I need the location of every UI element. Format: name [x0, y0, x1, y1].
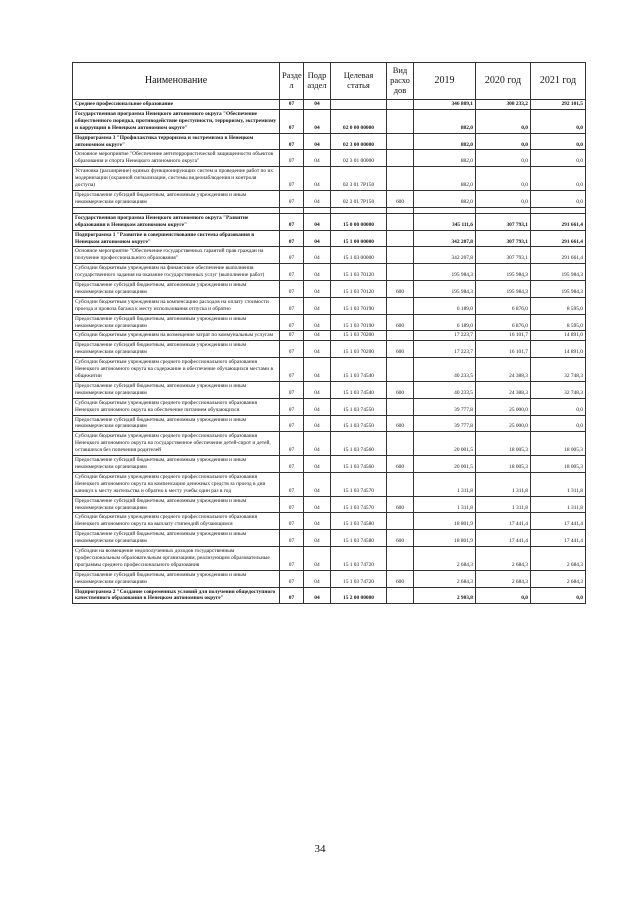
row-expense-type: [387, 472, 414, 496]
table-row: [73, 109, 586, 133]
row-subsection: 04: [304, 297, 331, 314]
row-expense-type: 600: [387, 314, 414, 331]
row-section: 07: [280, 472, 304, 496]
row-subsection: 04: [304, 133, 331, 150]
table-row: [73, 167, 586, 191]
row-name: Государственная программа Ненецкого автономного округа "Обеспечение общественного порядка, противодействие преступности, терроризму, экстремизму и коррупции в Ненецком автономном округе": [73, 109, 280, 133]
row-subsection: 04: [304, 472, 331, 496]
row-value-2021: 2 684,3: [531, 547, 586, 571]
row-name: Предоставление субсидий бюджетным, автономным учреждениям и иным некоммерческим организациям: [73, 496, 280, 513]
row-expense-type: 600: [387, 530, 414, 547]
row-target-code: 15 1 03 74720: [331, 570, 387, 587]
row-value-2019: 2 684,3: [414, 570, 476, 587]
row-value-2020: 307 793,1: [476, 247, 531, 264]
row-expense-type: [387, 587, 414, 604]
row-subsection: 04: [304, 432, 331, 456]
row-value-2021: 0,0: [531, 167, 586, 191]
row-subsection: 04: [304, 547, 331, 571]
row-name: Основное мероприятие "Обеспечение государственных гарантий прав граждан на получение профессионального образования": [73, 247, 280, 264]
row-target-code: 15 1 03 74570: [331, 496, 387, 513]
row-expense-type: 600: [387, 381, 414, 398]
row-subsection: 04: [304, 150, 331, 167]
row-section: 07: [280, 150, 304, 167]
row-value-2021: 195 984,3: [531, 281, 586, 298]
table-header: [73, 63, 586, 100]
row-value-2019: 195 984,3: [414, 281, 476, 298]
row-subsection: 04: [304, 331, 331, 341]
row-target-code: [331, 100, 387, 110]
table-row: [73, 456, 586, 473]
table-row: [73, 341, 586, 358]
row-name: Установка (расширение) единых функционирующих систем и проведение работ по их модернизации (охранной сигнализации, системы видеонаблюдения и контроля доступа): [73, 167, 280, 191]
row-name: Предоставление субсидий бюджетным, автономным учреждениям и иным некоммерческим организациям: [73, 341, 280, 358]
table-row: [73, 381, 586, 398]
row-target-code: 15 1 03 74550: [331, 398, 387, 415]
row-section: 07: [280, 432, 304, 456]
row-name: Предоставление субсидий бюджетным, автономным учреждениям и иным некоммерческим организациям: [73, 530, 280, 547]
row-expense-type: 600: [387, 496, 414, 513]
row-value-2019: 18 801,9: [414, 530, 476, 547]
table-row: [73, 190, 586, 207]
row-value-2020: 0,0: [476, 150, 531, 167]
row-target-code: 15 1 03 74720: [331, 547, 387, 571]
row-value-2019: 882,0: [414, 133, 476, 150]
row-value-2021: 17 441,4: [531, 513, 586, 530]
header-2019: 2019: [414, 63, 476, 100]
row-name: Предоставление субсидий бюджетным, автономным учреждениям и иным некоммерческим организациям: [73, 314, 280, 331]
row-target-code: 15 0 00 00000: [331, 213, 387, 230]
row-value-2020: 24 388,3: [476, 381, 531, 398]
row-name: Субсидии бюджетным учреждениям на возмещение затрат по коммунальным услугам: [73, 331, 280, 341]
row-target-code: 15 1 03 74570: [331, 472, 387, 496]
row-value-2021: 2 684,3: [531, 570, 586, 587]
row-value-2019: 39 777,8: [414, 415, 476, 432]
row-value-2021: 1 311,8: [531, 496, 586, 513]
row-section: 07: [280, 587, 304, 604]
row-subsection: 04: [304, 213, 331, 230]
row-value-2019: 882,0: [414, 109, 476, 133]
table-row: [73, 587, 586, 604]
row-value-2021: 32 748,3: [531, 381, 586, 398]
header-subsection: Подр аздел: [304, 63, 331, 100]
row-target-code: 15 1 03 74540: [331, 381, 387, 398]
row-target-code: 15 2 00 00000: [331, 587, 387, 604]
table-row: [73, 150, 586, 167]
table-row: [73, 547, 586, 571]
row-name: Субсидии бюджетным учреждениям среднего профессионального образования Ненецкого автономного округа на государственное обеспечение детей-сирот и детей, оставшихся без попечения родителей: [73, 432, 280, 456]
row-subsection: 04: [304, 381, 331, 398]
row-section: 07: [280, 167, 304, 191]
row-section: 07: [280, 100, 304, 110]
row-value-2019: 342 207,8: [414, 247, 476, 264]
row-expense-type: [387, 109, 414, 133]
row-value-2020: 6 876,0: [476, 314, 531, 331]
row-target-code: 02 3 01 7Р150: [331, 190, 387, 207]
row-name: Основное мероприятие "Обеспечение антитеррористической защищенности объектов образования и спорта Ненецкого автономного округа": [73, 150, 280, 167]
row-value-2021: 291 661,4: [531, 213, 586, 230]
row-value-2021: 195 984,3: [531, 264, 586, 281]
row-section: 07: [280, 331, 304, 341]
row-value-2021: 0,0: [531, 587, 586, 604]
row-subsection: 04: [304, 230, 331, 247]
row-expense-type: [387, 398, 414, 415]
row-value-2020: 16 101,7: [476, 341, 531, 358]
row-name: Субсидии бюджетным учреждениям среднего профессионального образования Ненецкого автономного округа на компенсацию денежных средств за проезд в дни каникул к месту жительства и обратно к месту учебы один раз в год: [73, 472, 280, 496]
row-value-2020: 2 684,3: [476, 547, 531, 571]
row-name: Государственная программа Ненецкого автономного округа "Развитие образования в Ненецком автономном округе": [73, 213, 280, 230]
row-section: 07: [280, 358, 304, 382]
row-value-2019: 40 233,5: [414, 381, 476, 398]
row-section: 07: [280, 398, 304, 415]
row-subsection: 04: [304, 456, 331, 473]
row-expense-type: [387, 297, 414, 314]
row-value-2021: 291 661,4: [531, 230, 586, 247]
table-row: [73, 415, 586, 432]
row-expense-type: [387, 358, 414, 382]
row-value-2021: 18 005,3: [531, 456, 586, 473]
table-row: [73, 530, 586, 547]
row-subsection: 04: [304, 415, 331, 432]
row-target-code: 02 3 01 00000: [331, 150, 387, 167]
row-value-2020: 0,0: [476, 190, 531, 207]
row-subsection: 04: [304, 167, 331, 191]
row-value-2020: 25 000,0: [476, 398, 531, 415]
row-value-2021: 8 595,0: [531, 297, 586, 314]
row-value-2021: 17 441,4: [531, 530, 586, 547]
row-section: 07: [280, 381, 304, 398]
page-number: 34: [314, 843, 326, 855]
row-subsection: 04: [304, 190, 331, 207]
row-value-2019: 882,0: [414, 190, 476, 207]
row-expense-type: 600: [387, 190, 414, 207]
row-name: Субсидии бюджетным учреждениям на финансовое обеспечение выполнения государственного задания на оказание государственных услуг (выполнение работ): [73, 264, 280, 281]
row-value-2019: 2 684,3: [414, 547, 476, 571]
table-row: [73, 496, 586, 513]
row-name: Предоставление субсидий бюджетным, автономным учреждениям и иным некоммерческим организациям: [73, 281, 280, 298]
row-name: Предоставление субсидий бюджетным, автономным учреждениям и иным некоммерческим организациям: [73, 570, 280, 587]
table-row: [73, 513, 586, 530]
row-subsection: 04: [304, 247, 331, 264]
row-value-2021: 8 595,0: [531, 314, 586, 331]
row-name: Подпрограмма 2 "Создание современных условий для получения общедоступного качественного образования в Ненецком автономном округе": [73, 587, 280, 604]
row-section: 07: [280, 513, 304, 530]
row-section: 07: [280, 570, 304, 587]
row-subsection: 04: [304, 314, 331, 331]
row-value-2019: 1 311,8: [414, 472, 476, 496]
row-value-2021: 0,0: [531, 133, 586, 150]
row-section: 07: [280, 109, 304, 133]
row-value-2020: 0,0: [476, 587, 531, 604]
table-row: [73, 314, 586, 331]
row-value-2021: 0,0: [531, 190, 586, 207]
row-expense-type: 600: [387, 570, 414, 587]
table-row: [73, 133, 586, 150]
row-expense-type: [387, 513, 414, 530]
row-value-2021: 292 101,5: [531, 100, 586, 110]
row-target-code: 15 1 03 74580: [331, 530, 387, 547]
table-row: [73, 100, 586, 110]
row-target-code: 15 1 03 00000: [331, 247, 387, 264]
row-value-2020: 25 000,0: [476, 415, 531, 432]
row-value-2020: 16 101,7: [476, 331, 531, 341]
row-expense-type: [387, 264, 414, 281]
row-expense-type: [387, 213, 414, 230]
row-section: 07: [280, 264, 304, 281]
row-target-code: 15 1 03 70200: [331, 341, 387, 358]
row-value-2020: 307 793,1: [476, 230, 531, 247]
row-name: Среднее профессиональное образование: [73, 100, 280, 110]
row-value-2019: 342 207,8: [414, 230, 476, 247]
row-name: Субсидии бюджетным учреждениям среднего профессионального образования Ненецкого автономного округа на обеспечение питанием обучающихся: [73, 398, 280, 415]
row-value-2020: 6 876,0: [476, 297, 531, 314]
row-expense-type: [387, 150, 414, 167]
header-section: Разде л: [280, 63, 304, 100]
row-expense-type: 600: [387, 341, 414, 358]
row-target-code: 15 1 03 74540: [331, 358, 387, 382]
table-row: [73, 247, 586, 264]
row-value-2020: 0,0: [476, 133, 531, 150]
row-value-2019: 18 801,9: [414, 513, 476, 530]
row-subsection: 04: [304, 496, 331, 513]
row-section: 07: [280, 281, 304, 298]
row-expense-type: [387, 100, 414, 110]
row-subsection: 04: [304, 281, 331, 298]
row-name: Субсидии бюджетным учреждениям среднего профессионального образования Ненецкого автономного округа на выплату стипендий обучающимся: [73, 513, 280, 530]
row-value-2019: 195 984,3: [414, 264, 476, 281]
row-section: 07: [280, 415, 304, 432]
row-value-2021: 0,0: [531, 150, 586, 167]
table-row: [73, 213, 586, 230]
row-expense-type: [387, 547, 414, 571]
row-value-2020: 2 684,3: [476, 570, 531, 587]
row-name: Субсидии бюджетным учреждениям на компенсацию расходов на оплату стоимости проезда и провоза багажа к месту использования отпуска и обратно: [73, 297, 280, 314]
row-name: Предоставление субсидий бюджетным, автономным учреждениям и иным некоммерческим организациям: [73, 415, 280, 432]
row-value-2019: 20 001,5: [414, 432, 476, 456]
row-value-2020: 17 441,4: [476, 530, 531, 547]
row-value-2021: 0,0: [531, 415, 586, 432]
row-value-2020: 0,0: [476, 167, 531, 191]
row-subsection: 04: [304, 341, 331, 358]
table-row: [73, 331, 586, 341]
row-section: 07: [280, 133, 304, 150]
row-value-2019: 17 223,7: [414, 331, 476, 341]
row-section: 07: [280, 496, 304, 513]
row-name: Подпрограмма 3 "Профилактика терроризма и экстремизма в Ненецком автономном округе": [73, 133, 280, 150]
row-value-2021: 0,0: [531, 398, 586, 415]
table-row: [73, 297, 586, 314]
row-name: Предоставление субсидий бюджетным, автономным учреждениям и иным некоммерческим организациям: [73, 381, 280, 398]
row-subsection: 04: [304, 570, 331, 587]
row-value-2019: 882,0: [414, 167, 476, 191]
row-value-2020: 18 005,3: [476, 432, 531, 456]
table-row: [73, 432, 586, 456]
row-section: 07: [280, 341, 304, 358]
table-row: [73, 230, 586, 247]
row-value-2021: 291 661,4: [531, 247, 586, 264]
row-name: Предоставление субсидий бюджетным, автономным учреждениям и иным некоммерческим организациям: [73, 456, 280, 473]
row-value-2020: 308 233,2: [476, 100, 531, 110]
row-target-code: 15 1 03 70200: [331, 331, 387, 341]
row-section: 07: [280, 213, 304, 230]
row-subsection: 04: [304, 587, 331, 604]
row-target-code: 15 1 03 70120: [331, 281, 387, 298]
row-value-2019: 20 001,5: [414, 456, 476, 473]
row-subsection: 04: [304, 398, 331, 415]
row-expense-type: 600: [387, 456, 414, 473]
row-expense-type: 600: [387, 281, 414, 298]
row-target-code: 02 3 01 7Р150: [331, 167, 387, 191]
table-row: [73, 264, 586, 281]
row-target-code: 02 3 00 00000: [331, 133, 387, 150]
row-expense-type: [387, 247, 414, 264]
row-target-code: 15 1 03 70120: [331, 264, 387, 281]
row-section: 07: [280, 297, 304, 314]
row-section: 07: [280, 547, 304, 571]
row-section: 07: [280, 456, 304, 473]
row-value-2020: 307 793,1: [476, 213, 531, 230]
row-value-2019: 39 777,8: [414, 398, 476, 415]
row-value-2021: 32 748,3: [531, 358, 586, 382]
row-section: 07: [280, 530, 304, 547]
row-name: Субсидии бюджетным учреждениям среднего профессионального образования Ненецкого автономного округа на содержание и обеспечение обучающихся местами в общежитии: [73, 358, 280, 382]
row-target-code: 15 1 03 70190: [331, 314, 387, 331]
row-subsection: 04: [304, 100, 331, 110]
row-value-2019: 2 903,8: [414, 587, 476, 604]
row-target-code: 15 1 03 74560: [331, 456, 387, 473]
table-row: [73, 281, 586, 298]
row-target-code: 15 1 00 00000: [331, 230, 387, 247]
row-value-2019: 6 189,0: [414, 297, 476, 314]
row-value-2020: 195 984,3: [476, 264, 531, 281]
row-value-2020: 195 984,3: [476, 281, 531, 298]
row-value-2020: 1 311,8: [476, 496, 531, 513]
row-value-2020: 0,0: [476, 109, 531, 133]
row-value-2019: 17 223,7: [414, 341, 476, 358]
row-target-code: 15 1 03 74560: [331, 432, 387, 456]
document-sheet: [72, 62, 585, 604]
row-value-2021: 1 311,8: [531, 472, 586, 496]
row-name: Подпрограмма 1 "Развитие и совершенствование системы образования в Ненецком автономном округе": [73, 230, 280, 247]
row-target-code: 15 1 03 70190: [331, 297, 387, 314]
row-subsection: 04: [304, 530, 331, 547]
header-target: Целевая статья: [331, 63, 387, 100]
table-row: [73, 472, 586, 496]
row-value-2019: 1 311,8: [414, 496, 476, 513]
row-expense-type: 600: [387, 415, 414, 432]
row-name: Предоставление субсидий бюджетным, автономным учреждениям и иным некоммерческим организациям: [73, 190, 280, 207]
row-value-2021: 18 005,3: [531, 432, 586, 456]
table-row: [73, 358, 586, 382]
row-value-2019: 345 111,6: [414, 213, 476, 230]
row-value-2019: 346 809,1: [414, 100, 476, 110]
row-expense-type: [387, 331, 414, 341]
header-name: Наименование: [73, 63, 280, 100]
row-subsection: 04: [304, 264, 331, 281]
row-value-2020: 18 005,3: [476, 456, 531, 473]
row-value-2021: 14 891,0: [531, 341, 586, 358]
row-section: 07: [280, 314, 304, 331]
row-expense-type: [387, 432, 414, 456]
row-expense-type: [387, 230, 414, 247]
row-subsection: 04: [304, 513, 331, 530]
row-expense-type: [387, 167, 414, 191]
row-expense-type: [387, 133, 414, 150]
budget-table: [72, 62, 586, 604]
row-value-2019: 40 233,5: [414, 358, 476, 382]
header-2021: 2021 год: [531, 63, 586, 100]
header-type: Вид расхо дов: [387, 63, 414, 100]
row-value-2020: 24 388,3: [476, 358, 531, 382]
row-subsection: 04: [304, 358, 331, 382]
row-value-2021: 0,0: [531, 109, 586, 133]
table-body: [73, 100, 586, 604]
row-section: 07: [280, 247, 304, 264]
row-value-2021: 14 891,0: [531, 331, 586, 341]
table-row: [73, 398, 586, 415]
row-value-2020: 1 311,8: [476, 472, 531, 496]
row-target-code: 02 0 00 00000: [331, 109, 387, 133]
row-subsection: 04: [304, 109, 331, 133]
row-value-2019: 882,0: [414, 150, 476, 167]
row-target-code: 15 1 03 74550: [331, 415, 387, 432]
row-name: Субсидии на возмещение недополученных доходов государственным профессиональным образовательным организациям, реализующим образовательные программы среднего профессионального образования: [73, 547, 280, 571]
table-row: [73, 570, 586, 587]
row-value-2020: 17 441,4: [476, 513, 531, 530]
row-section: 07: [280, 230, 304, 247]
header-2020: 2020 год: [476, 63, 531, 100]
row-value-2019: 6 189,0: [414, 314, 476, 331]
row-section: 07: [280, 190, 304, 207]
row-target-code: 15 1 03 74580: [331, 513, 387, 530]
